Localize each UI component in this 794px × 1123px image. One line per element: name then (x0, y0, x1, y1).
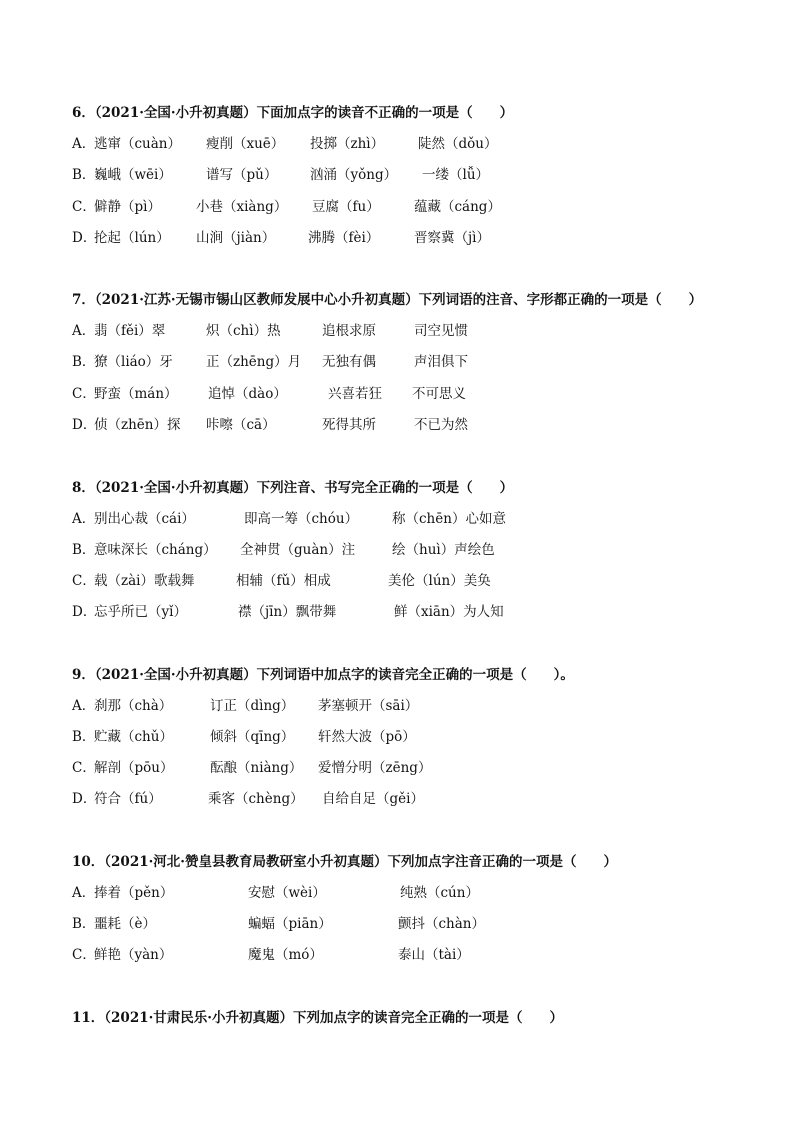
option-item: 侦（zhēn）探 (94, 417, 181, 433)
option-item: 炽（chì）热 (206, 323, 281, 339)
option-item: 死得其所 (322, 417, 376, 433)
option-letter: B． (72, 542, 96, 558)
option-letter: A． (72, 698, 96, 714)
option-item: 逃窜（cuàn） (94, 136, 181, 152)
question-10-title: 10．（2021·河北·赞皇县教育局教研室小升初真题）下列加点字注音正确的一项是（ ） (72, 854, 618, 870)
question-6-title: 6．（2021·全国·小升初真题）下面加点字的读音不正确的一项是（ ） (72, 105, 514, 121)
option-item: 不已为然 (414, 417, 468, 433)
option-letter: B． (72, 167, 96, 183)
question-9-title: 9．（2021·全国·小升初真题）下列词语中加点字的读音完全正确的一项是（ ）。 (72, 667, 574, 683)
option-letter: A． (72, 885, 96, 901)
option-item: 小巷（xiàng） (196, 199, 288, 215)
option-item: 忘乎所已（yǐ） (94, 604, 187, 620)
option-item: 野蛮（mán） (94, 386, 178, 402)
option-item: 追悼（dào） (208, 386, 287, 402)
option-item: 一缕（lǚ） (422, 167, 490, 183)
option-item: 蝙蝠（piān） (248, 916, 332, 932)
option-letter: A． (72, 323, 96, 339)
option-item: 符合（fú） (94, 791, 162, 807)
option-item: 声泪俱下 (414, 354, 468, 370)
option-item: 解剖（pōu） (94, 760, 174, 776)
option-item: 蕴藏（cáng） (414, 199, 501, 215)
option-item: 翡（fěi）翠 (94, 323, 166, 339)
option-item: 纯熟（cún） (400, 885, 479, 901)
option-letter: B． (72, 916, 96, 932)
option-letter: D． (72, 604, 97, 620)
option-item: 正（zhēng）月 (206, 354, 302, 370)
option-item: 相辅（fǔ）相成 (236, 573, 331, 589)
option-letter: B． (72, 729, 96, 745)
option-item: 载（zài）歌载舞 (94, 573, 195, 589)
option-item: 安慰（wèi） (248, 885, 326, 901)
option-item: 自给自足（gěi） (322, 791, 424, 807)
option-item: 贮藏（chǔ） (94, 729, 173, 745)
option-item: 不可思义 (412, 386, 466, 402)
option-item: 美伦（lún）美奂 (388, 573, 491, 589)
option-item: 沸腾（fèi） (308, 230, 380, 246)
question-8-title: 8．（2021·全国·小升初真题）下列注音、书写完全正确的一项是（ ） (72, 480, 514, 496)
option-item: 司空见惯 (414, 323, 468, 339)
option-item: 豆腐（fu） (312, 199, 380, 215)
option-item: 陡然（dǒu） (418, 136, 498, 152)
option-item: 僻静（pì） (94, 199, 161, 215)
option-item: 汹涌（yǒng） (310, 167, 398, 183)
option-item: 无独有偶 (322, 354, 376, 370)
option-item: 晋察冀（jì） (414, 230, 491, 246)
option-item: 獠（liáo）牙 (94, 354, 173, 370)
question-7-title: 7．（2021·江苏·无锡市锡山区教师发展中心小升初真题）下列词语的注音、字形都正确的一项是（ ） (72, 292, 703, 308)
option-item: 抡起（lún） (94, 230, 170, 246)
option-item: 襟（jīn）飘带舞 (238, 604, 337, 620)
option-item: 咔嚓（cā） (206, 417, 276, 433)
option-item: 巍峨（wēi） (94, 167, 172, 183)
option-item: 茅塞顿开（sāi） (318, 698, 419, 714)
option-item: 捧着（pěn） (94, 885, 174, 901)
option-item: 全神贯（guàn）注 (240, 542, 356, 558)
option-item: 投掷（zhì） (310, 136, 385, 152)
option-item: 兴喜若狂 (328, 386, 382, 402)
option-item: 订正（dìng） (210, 698, 295, 714)
option-item: 酝酿（niàng） (210, 760, 303, 776)
option-letter: C． (72, 760, 96, 776)
option-item: 噩耗（è） (94, 916, 156, 932)
option-letter: D． (72, 230, 97, 246)
option-letter: A． (72, 511, 96, 527)
question-11-title: 11．（2021·甘肃民乐·小升初真题）下列加点字的读音完全正确的一项是（ ） (72, 1010, 564, 1026)
option-item: 倾斜（qīng） (210, 729, 295, 745)
option-item: 乘客（chèng） (208, 791, 304, 807)
option-item: 即高一筹（chóu） (244, 511, 359, 527)
option-letter: C． (72, 573, 96, 589)
option-letter: D． (72, 417, 97, 433)
option-item: 别出心裁（cái） (94, 511, 195, 527)
option-letter: D． (72, 791, 97, 807)
option-item: 称（chēn）心如意 (392, 511, 506, 527)
option-item: 刹那（chà） (94, 698, 173, 714)
option-item: 谱写（pǔ） (206, 167, 278, 183)
option-letter: A． (72, 136, 96, 152)
option-item: 爱憎分明（zēng） (318, 760, 432, 776)
option-item: 山涧（jiàn） (196, 230, 276, 246)
option-letter: B． (72, 354, 96, 370)
option-item: 魔鬼（mó） (248, 947, 323, 963)
option-item: 颤抖（chàn） (398, 916, 485, 932)
option-item: 绘（huì）声绘色 (392, 542, 495, 558)
option-item: 鲜艳（yàn） (94, 947, 173, 963)
option-letter: C． (72, 947, 96, 963)
option-letter: C． (72, 386, 96, 402)
option-item: 鲜（xiān）为人知 (394, 604, 504, 620)
option-item: 轩然大波（pō） (318, 729, 416, 745)
option-letter: C． (72, 199, 96, 215)
option-item: 意味深长（cháng） (94, 542, 217, 558)
option-item: 追根求原 (322, 323, 376, 339)
option-item: 瘦削（xuē） (206, 136, 285, 152)
option-item: 泰山（tài） (398, 947, 470, 963)
